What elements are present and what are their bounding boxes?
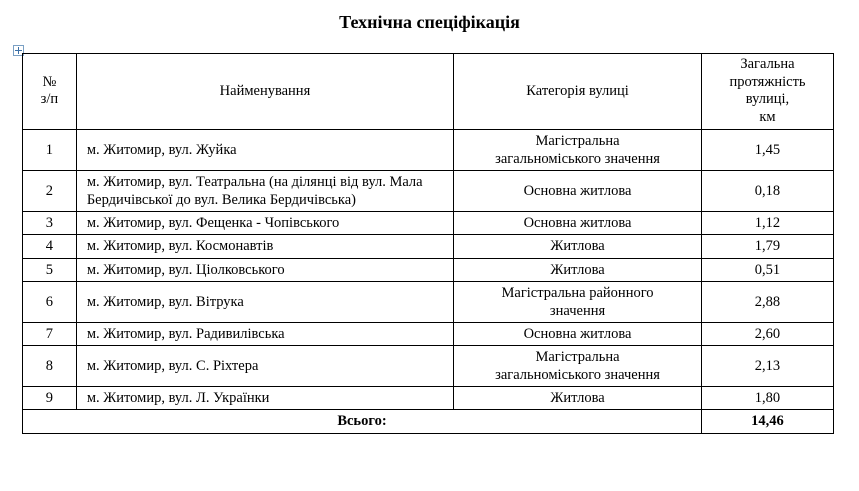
cell-category: Основна житлова <box>454 212 702 235</box>
table-header-row <box>23 54 834 130</box>
header-number-line2: з/п <box>40 91 59 108</box>
cell-name: м. Житомир, вул. Жуйка <box>76 129 453 170</box>
table-row <box>23 212 834 235</box>
cell-category: Житлова <box>454 235 702 258</box>
cell-number: 2 <box>23 171 77 212</box>
cell-number: 6 <box>23 281 77 322</box>
header-length-line3: вулиці, <box>745 91 790 108</box>
cell-category: Житлова <box>454 258 702 281</box>
cell-length: 1,45 <box>701 129 833 170</box>
cell-length: 2,88 <box>701 281 833 322</box>
cell-category-line2: значення <box>549 302 606 319</box>
cell-length: 1,12 <box>701 212 833 235</box>
total-label: Всього: <box>23 410 702 433</box>
cell-category <box>454 281 702 322</box>
table-row <box>23 129 834 170</box>
table-row <box>23 171 834 212</box>
cell-length: 1,79 <box>701 235 833 258</box>
cell-category <box>454 346 702 387</box>
cell-length: 0,18 <box>701 171 833 212</box>
table-row <box>23 258 834 281</box>
cell-name: м. Житомир, вул. Театральна (на ділянці від вул. Мала Бердичівської до вул. Велика Бердичівська) <box>76 171 453 212</box>
cell-name: м. Житомир, вул. Ціолковського <box>76 258 453 281</box>
page-title: Технічна спеціфікація <box>339 12 520 32</box>
cell-category: Основна житлова <box>454 322 702 345</box>
cell-length: 2,60 <box>701 322 833 345</box>
technical-specification-table <box>22 53 834 434</box>
cell-category-line2: загальноміського значення <box>495 150 660 167</box>
cell-category-line1: Магістральна <box>535 349 620 365</box>
cell-length: 0,51 <box>701 258 833 281</box>
cell-number: 8 <box>23 346 77 387</box>
cell-number: 4 <box>23 235 77 258</box>
cell-number: 5 <box>23 258 77 281</box>
cell-length: 2,13 <box>701 346 833 387</box>
cell-number: 3 <box>23 212 77 235</box>
cell-number: 1 <box>23 129 77 170</box>
table-body <box>23 129 834 433</box>
table-total-row <box>23 410 834 433</box>
table-row <box>23 387 834 410</box>
cell-length: 1,80 <box>701 387 833 410</box>
table-header <box>23 54 834 130</box>
header-cell-length <box>701 54 833 130</box>
cell-number: 7 <box>23 322 77 345</box>
cell-name: м. Житомир, вул. Вітрука <box>76 281 453 322</box>
table-row <box>23 346 834 387</box>
header-cell-number <box>23 54 77 130</box>
cell-name: м. Житомир, вул. С. Ріхтера <box>76 346 453 387</box>
header-cell-name: Найменування <box>76 54 453 130</box>
cell-category <box>454 129 702 170</box>
header-number-line1: № <box>42 73 57 90</box>
cell-category-line1: Магістральна <box>535 132 620 149</box>
header-cell-category: Категорія вулиці <box>454 54 702 130</box>
cell-category-line2: загальноміського значення <box>495 367 660 384</box>
cell-category: Житлова <box>454 387 702 410</box>
cell-number: 9 <box>23 387 77 410</box>
cell-category: Основна житлова <box>454 171 702 212</box>
header-length-line1: Загальна <box>740 56 795 72</box>
cell-name: м. Житомир, вул. Фещенка - Чопівського <box>76 212 453 235</box>
total-value: 14,46 <box>701 410 833 433</box>
table-row <box>23 322 834 345</box>
cell-name: м. Житомир, вул. Л. Українки <box>76 387 453 410</box>
table-row <box>23 281 834 322</box>
cell-category-line1: Магістральна районного <box>501 284 654 301</box>
header-length-line2: протяжність <box>729 73 806 90</box>
cell-name: м. Житомир, вул. Космонавтів <box>76 235 453 258</box>
header-length-line4: км <box>759 109 776 126</box>
cell-name: м. Житомир, вул. Радивилівська <box>76 322 453 345</box>
table-row <box>23 235 834 258</box>
